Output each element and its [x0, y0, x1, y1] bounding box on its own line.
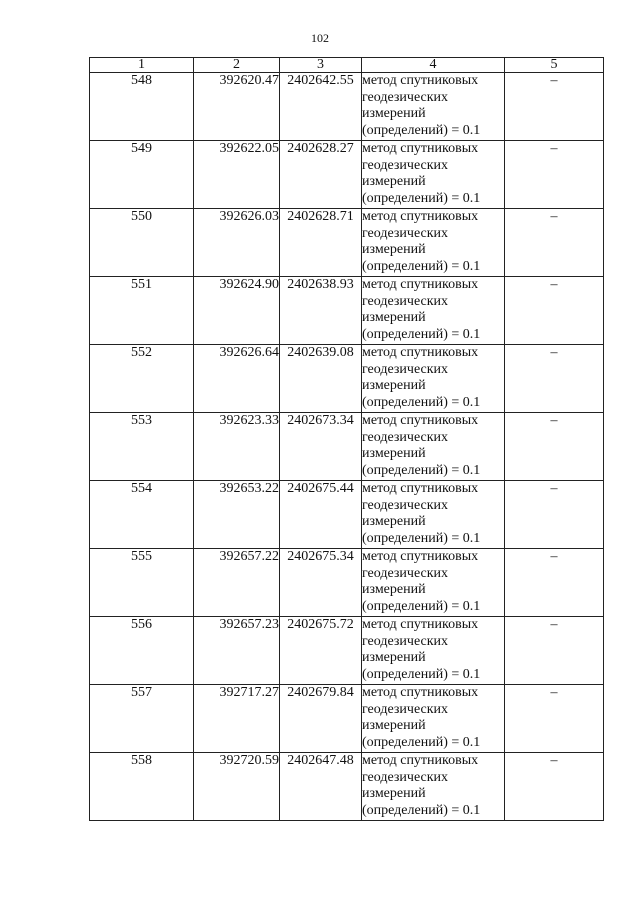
method-text-line: (определений) = 0.1 [362, 598, 481, 614]
method-text-line: геодезических [362, 701, 449, 717]
method-text-line: (определений) = 0.1 [362, 326, 481, 342]
x-coordinate-cell: 392626.64 [194, 345, 280, 413]
x-coordinate-cell: 392623.33 [194, 413, 280, 481]
table-row [90, 413, 604, 481]
point-number-cell: 549 [90, 141, 194, 209]
method-cell [362, 481, 505, 549]
x-coordinate-cell: 392653.22 [194, 481, 280, 549]
method-text-line: измерений [362, 650, 426, 665]
table-row [90, 141, 604, 209]
x-coordinate-cell: 392624.90 [194, 277, 280, 345]
column-header-3: 3 [280, 58, 362, 73]
method-text-line: метод спутниковых [362, 413, 479, 428]
method-text-line: геодезических [362, 497, 449, 513]
x-coordinate-cell: 392720.59 [194, 753, 280, 821]
method-text-line: измерений [362, 174, 426, 189]
method-text-line: геодезических [362, 633, 449, 649]
note-cell: – [505, 481, 604, 549]
method-text-line: измерений [362, 242, 426, 257]
column-header-4: 4 [362, 58, 505, 73]
method-text-line: метод спутниковых [362, 209, 479, 224]
method-text-line: геодезических [362, 769, 449, 785]
point-number-cell: 558 [90, 753, 194, 821]
column-header-2: 2 [194, 58, 280, 73]
y-coordinate-cell: 2402679.84 [280, 685, 362, 753]
method-text-line: геодезических [362, 225, 449, 241]
method-text-line: геодезических [362, 89, 449, 105]
method-text-line: метод спутниковых [362, 141, 479, 156]
method-text-line: метод спутниковых [362, 753, 479, 768]
method-text-line: (определений) = 0.1 [362, 394, 481, 410]
coordinates-table [89, 57, 604, 821]
method-cell [362, 413, 505, 481]
y-coordinate-cell: 2402673.34 [280, 413, 362, 481]
method-text-line: измерений [362, 106, 426, 121]
method-text-line: (определений) = 0.1 [362, 462, 481, 478]
method-text-line: метод спутниковых [362, 73, 479, 88]
header-row [90, 58, 604, 73]
method-text-line: геодезических [362, 429, 449, 445]
table-row [90, 277, 604, 345]
method-cell [362, 277, 505, 345]
method-cell [362, 549, 505, 617]
table-row [90, 345, 604, 413]
table-row [90, 73, 604, 141]
table-row [90, 685, 604, 753]
point-number-cell: 551 [90, 277, 194, 345]
method-text-line: измерений [362, 582, 426, 597]
y-coordinate-cell: 2402628.27 [280, 141, 362, 209]
note-cell: – [505, 617, 604, 685]
table-row [90, 753, 604, 821]
method-cell [362, 617, 505, 685]
method-text-line: (определений) = 0.1 [362, 734, 481, 750]
x-coordinate-cell: 392626.03 [194, 209, 280, 277]
method-text-line: геодезических [362, 565, 449, 581]
point-number-cell: 550 [90, 209, 194, 277]
y-coordinate-cell: 2402675.34 [280, 549, 362, 617]
point-number-cell: 548 [90, 73, 194, 141]
point-number-cell: 557 [90, 685, 194, 753]
method-text-line: геодезических [362, 361, 449, 377]
note-cell: – [505, 685, 604, 753]
method-text-line: геодезических [362, 157, 449, 173]
method-text-line: (определений) = 0.1 [362, 122, 481, 138]
note-cell: – [505, 209, 604, 277]
method-text-line: (определений) = 0.1 [362, 530, 481, 546]
note-cell: – [505, 345, 604, 413]
method-text-line: метод спутниковых [362, 617, 479, 632]
y-coordinate-cell: 2402642.55 [280, 73, 362, 141]
method-text-line: измерений [362, 446, 426, 461]
note-cell: – [505, 413, 604, 481]
method-text-line: (определений) = 0.1 [362, 258, 481, 274]
y-coordinate-cell: 2402675.44 [280, 481, 362, 549]
point-number-cell: 552 [90, 345, 194, 413]
method-text-line: (определений) = 0.1 [362, 666, 481, 682]
point-number-cell: 554 [90, 481, 194, 549]
x-coordinate-cell: 392657.23 [194, 617, 280, 685]
method-cell [362, 345, 505, 413]
method-text-line: метод спутниковых [362, 549, 479, 564]
note-cell: – [505, 141, 604, 209]
note-cell: – [505, 277, 604, 345]
x-coordinate-cell: 392622.05 [194, 141, 280, 209]
y-coordinate-cell: 2402628.71 [280, 209, 362, 277]
method-text-line: (определений) = 0.1 [362, 190, 481, 206]
table-row [90, 481, 604, 549]
page-number: 102 [311, 31, 329, 45]
method-text-line: геодезических [362, 293, 449, 309]
x-coordinate-cell: 392657.22 [194, 549, 280, 617]
method-text-line: измерений [362, 514, 426, 529]
method-text-line: метод спутниковых [362, 277, 479, 292]
x-coordinate-cell: 392717.27 [194, 685, 280, 753]
method-text-line: измерений [362, 786, 426, 801]
method-text-line: измерений [362, 378, 426, 393]
point-number-cell: 555 [90, 549, 194, 617]
method-cell [362, 209, 505, 277]
table-row [90, 549, 604, 617]
note-cell: – [505, 753, 604, 821]
method-text-line: измерений [362, 718, 426, 733]
method-text-line: метод спутниковых [362, 481, 479, 496]
x-coordinate-cell: 392620.47 [194, 73, 280, 141]
y-coordinate-cell: 2402647.48 [280, 753, 362, 821]
method-cell [362, 141, 505, 209]
point-number-cell: 553 [90, 413, 194, 481]
method-cell [362, 73, 505, 141]
method-text-line: (определений) = 0.1 [362, 802, 481, 818]
column-header-5: 5 [505, 58, 604, 73]
method-cell [362, 685, 505, 753]
note-cell: – [505, 73, 604, 141]
y-coordinate-cell: 2402675.72 [280, 617, 362, 685]
method-text-line: метод спутниковых [362, 345, 479, 360]
note-cell: – [505, 549, 604, 617]
y-coordinate-cell: 2402638.93 [280, 277, 362, 345]
table-row [90, 617, 604, 685]
method-text-line: измерений [362, 310, 426, 325]
point-number-cell: 556 [90, 617, 194, 685]
method-cell [362, 753, 505, 821]
table-row [90, 209, 604, 277]
column-header-1: 1 [90, 58, 194, 73]
method-text-line: метод спутниковых [362, 685, 479, 700]
y-coordinate-cell: 2402639.08 [280, 345, 362, 413]
